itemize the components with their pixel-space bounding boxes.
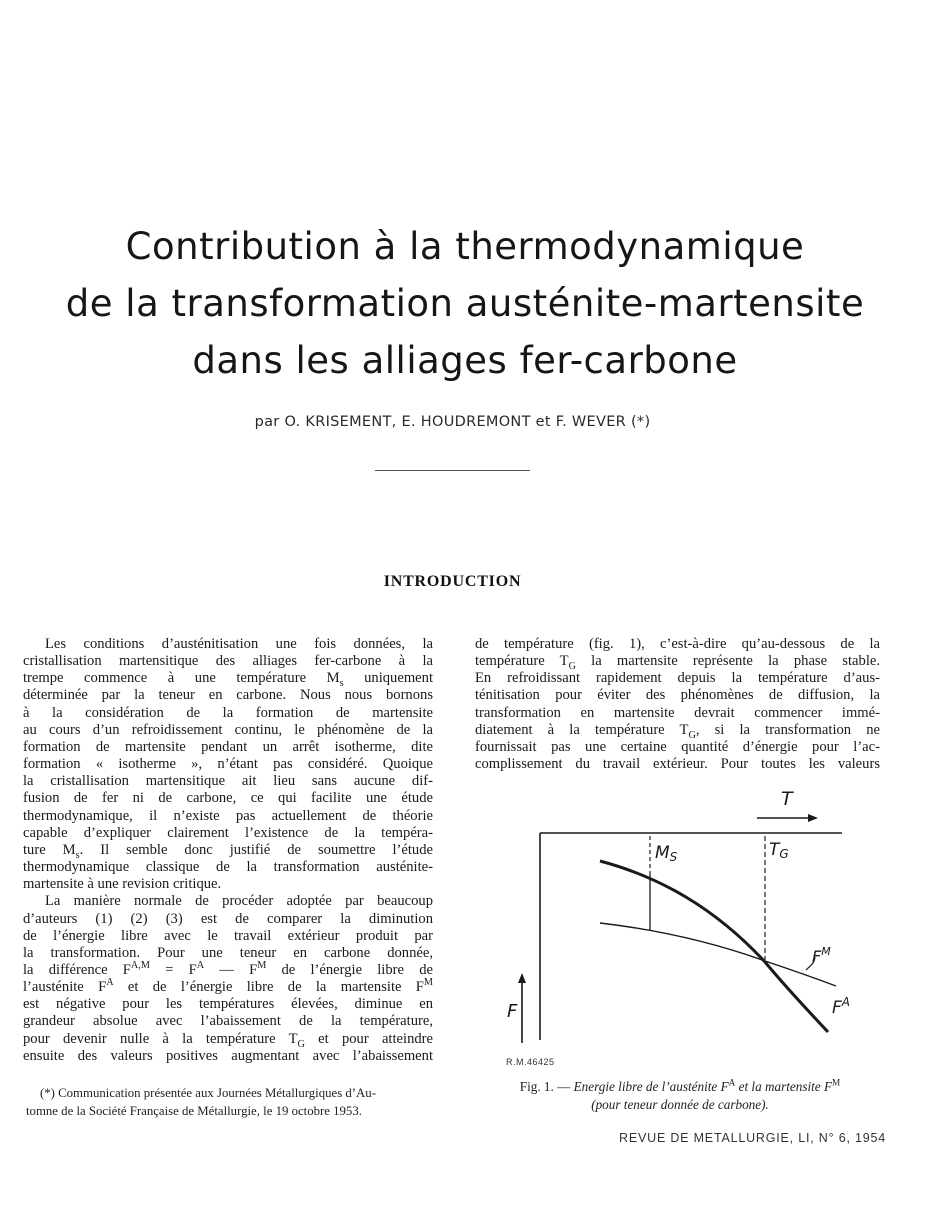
text-line: formation de martensite pendant un arrêt isotherme, dite bbox=[23, 738, 433, 755]
t-axis-label: T bbox=[781, 788, 793, 810]
ms-label: MS bbox=[655, 843, 678, 864]
text-line: transformation en martensite devrait commencer immé- bbox=[475, 704, 880, 721]
text-line: capable d’expliquer clairement l’existence de la tempéra- bbox=[23, 824, 433, 841]
title-divider bbox=[375, 470, 530, 471]
journal-footer: REVUE DE METALLURGIE, LI, N° 6, 1954 bbox=[619, 1131, 886, 1145]
text-line: à la considération de la formation de martensite bbox=[23, 704, 433, 721]
body-column-right bbox=[475, 636, 880, 773]
text-line: d’auteurs (1) (2) (3) est de comparer la diminution bbox=[23, 910, 433, 927]
text-line: la différence $F^{A,M} = F^A$ — $F^M$ de l’énergie libre de bbox=[23, 960, 433, 978]
text-line: diatement à la température $T_G$, si la transformation ne bbox=[475, 721, 881, 741]
text-line: température $T_G$ la martensite représente la phase stable. bbox=[475, 653, 880, 673]
text-line: fournissait pas une certaine quantité d’énergie pour l’ac- bbox=[475, 738, 880, 755]
text-line: ensuite des valeurs positives augmentant avec l’abaissement bbox=[23, 1047, 433, 1064]
article-title bbox=[0, 218, 930, 389]
footnote bbox=[26, 1084, 436, 1120]
text-line: fusion de fer ni de carbone, ce qui facilite une étude bbox=[23, 790, 433, 807]
text-line: l’austénite $F^A$ et de l’énergie libre de la martensite $F^M$ bbox=[23, 977, 433, 996]
section-heading: INTRODUCTION bbox=[383, 573, 522, 590]
free-energy-figure bbox=[470, 780, 890, 1055]
text-line: La manière normale de procéder adoptée par beaucoup bbox=[45, 893, 433, 910]
text-line: cristallisation martensitique des alliages fer-carbone à la bbox=[23, 653, 433, 670]
text-line: déterminée par la teneur en carbone. Nous nous bornons bbox=[23, 687, 433, 704]
author-byline: par O. KRISEMENT, E. HOUDREMONT et F. WEVER (*) bbox=[254, 414, 651, 430]
title-line: Contribution à la thermodynamique bbox=[125, 225, 805, 268]
figure-caption bbox=[475, 1078, 885, 1114]
footnote-line: (*) Communication présentée aux Journées Métallurgiques d’Au- bbox=[40, 1086, 376, 1100]
tg-label: TG bbox=[769, 840, 789, 861]
text-line: En refroidissant rapidement depuis la température d’aus- bbox=[475, 670, 880, 687]
martensite-curve bbox=[600, 923, 836, 986]
text-line: la transformation. Pour une teneur en carbone donnée, bbox=[23, 944, 433, 961]
body-column-left bbox=[23, 636, 433, 1065]
text-line: au cours d’un refroidissement continu, le phénomène de la bbox=[23, 721, 433, 738]
title-line: de la transformation austénite-martensite bbox=[65, 282, 865, 325]
text-line: pour devenir nulle à la température $T_G$ et pour atteindre bbox=[23, 1030, 433, 1050]
text-line: formation « isotherme », n’étant pas considéré. Quoique bbox=[23, 756, 433, 773]
text-line: thermodynamique, il n’existe pas actuellement de théorie bbox=[23, 807, 433, 824]
caption-line: (pour teneur donnée de carbone). bbox=[591, 1097, 769, 1112]
t-arrow-head bbox=[808, 814, 818, 822]
footnote-line: tomne de la Société Française de Métallurgie, le 19 octobre 1953. bbox=[26, 1104, 362, 1118]
text-line: Les conditions d’austénitisation une fois données, la bbox=[45, 636, 433, 652]
text-line: martensite à une revision critique. bbox=[23, 876, 222, 893]
figure-reference-number: R.M.46425 bbox=[506, 1057, 555, 1067]
text-line: complissement du travail extérieur. Pour toutes les valeurs bbox=[475, 756, 880, 773]
fa-label: $F^A$ bbox=[832, 995, 850, 1018]
text-line: thermodynamique classique de la transformation austénite- bbox=[23, 859, 433, 876]
text-line: ture $M_s$. Il semble donc justifié de soumettre l’étude bbox=[23, 841, 433, 861]
text-line: de l’énergie libre avec le travail extérieur produit par bbox=[23, 927, 433, 944]
text-line: ténitisation pour éviter des phénomènes de diffusion, la bbox=[475, 687, 880, 704]
fm-label: $F^M$ bbox=[812, 945, 831, 966]
title-line: dans les alliages fer-carbone bbox=[192, 339, 738, 382]
f-axis-label: F bbox=[507, 1001, 518, 1022]
text-line: la cristallisation martensitique ait lieu sans aucune dif- bbox=[23, 773, 433, 790]
text-line: est négative pour les températures élevées, diminue en bbox=[23, 996, 433, 1013]
caption-line: Fig. 1. — Energie libre de l’austénite $F^A$ et la martensite $F^M$ bbox=[519, 1077, 841, 1094]
text-line: grandeur absolue avec l’abaissement de la température, bbox=[23, 1013, 433, 1030]
f-arrow-head bbox=[518, 973, 526, 983]
text-line: de température (fig. 1), c’est-à-dire qu’au-dessous de la bbox=[475, 636, 880, 652]
austenite-curve bbox=[600, 861, 828, 1032]
text-line: trempe commence à une température $M_s$ uniquement bbox=[23, 670, 433, 690]
